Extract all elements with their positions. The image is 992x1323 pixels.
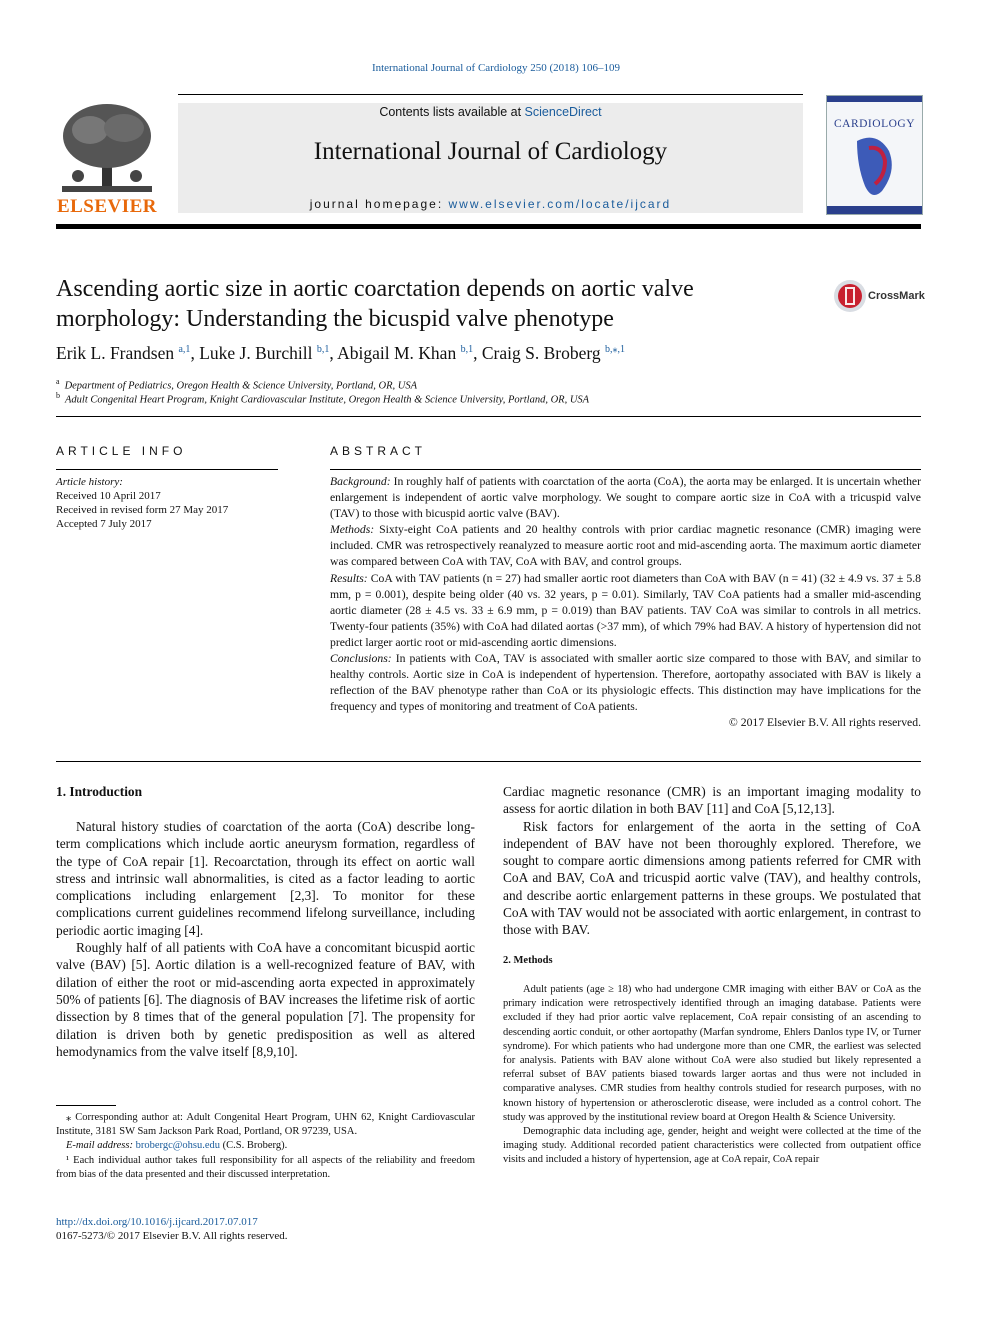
abstract-methods — [330, 522, 921, 570]
divider — [56, 469, 278, 470]
abstract-label: Conclusions: — [330, 652, 392, 666]
homepage-prefix: journal homepage: — [309, 197, 449, 211]
affiliation-marker: a — [56, 377, 60, 386]
affiliation-text: Department of Pediatrics, Oregon Health & Science University, Portland, OR, USA — [64, 380, 418, 392]
article-history — [56, 475, 278, 531]
abstract-label: Background: — [330, 475, 391, 488]
divider — [330, 469, 921, 470]
paragraph: Natural history studies of coarctation of the aorta (CoA) describe long-term complications which include aortic aneurysm formation, regardless of the type of CoA repair [1]. Recoarctation, through its effect on aortic wall stress and intrinsic wall abnormalities, is cited as a factor leading to aortic complications including enlargement [2,3]. To monitor for these complications current guidelines recommend lifelong surveillance, including periodic aortic imaging [4]. — [56, 819, 475, 938]
author-list — [56, 343, 625, 364]
divider — [56, 761, 921, 762]
history-date: Received 10 April 2017 — [56, 490, 161, 502]
article-title-line-1: Ascending aortic size in aortic coarctation depends on aortic valve — [56, 276, 694, 302]
author-name[interactable]: Craig S. Broberg — [481, 343, 601, 363]
author-name[interactable]: Luke J. Burchill — [199, 343, 313, 363]
email-link[interactable]: brobergc@ohsu.edu — [135, 1140, 221, 1152]
journal-cover-thumbnail[interactable] — [826, 95, 923, 215]
paragraph: Adult patients (age ≥ 18) who had undergone CMR imaging with either BAV or CoA as the primary indication were retrospectively identified through an imaging database. Patients were excluded if they had prior aortic valve replacement, CoA repair consisting of an ascending to descending aortic conduit, or other aortopathy (Marfan syndrome, Ehlers Danlos type IV, or Turner syndrome). For which patients who had undergone more than one CMR, the earliest was selected for analysis. Patients with BAV alone without CoA were also studied but likely represented a referral subset of BAV patients biased towards larger aortas and thus were not included in comparative analyses. CMR studies from healthy controls studied for research purposes, with no known history of hypertension or atherosclerotic disease, were included as a control cohort. The study was approved by the institutional review board at Oregon Health & Science University. — [503, 984, 921, 1123]
article-info-heading: ARTICLE INFO — [56, 444, 187, 458]
journal-reference[interactable]: International Journal of Cardiology 250 (2018) 106–109 — [371, 62, 621, 74]
footnotes — [56, 1111, 475, 1182]
abstract-heading: ABSTRACT — [330, 444, 427, 458]
abstract-conclusions — [330, 651, 921, 715]
journal-title: International Journal of Cardiology — [313, 138, 668, 165]
affiliation — [56, 391, 589, 406]
email-label: E-mail address: — [66, 1140, 136, 1152]
paragraph: Demographic data including age, gender, height and weight were collected at the time of the imaging study. Additional recorded patient characteristics were collected from outpatient office visits and included a history of hypertension, age at CoA repair, CoA repair — [503, 1126, 921, 1166]
section-heading-methods: 2. Methods — [503, 955, 553, 966]
header-thick-rule — [56, 224, 921, 229]
introduction-continued — [503, 783, 921, 939]
abstract-background — [330, 474, 921, 522]
affiliation-marker: b — [56, 391, 60, 400]
paragraph: Roughly half of all patients with CoA have a concomitant bicuspid aortic valve (BAV) [5]. Aortic dilation is a well-recognized feature of BAV, with dilation of either the root or mid-ascending aorta expected in approximately 50% of patients [6]. The diagnosis of BAV increases the lifetime risk of aortic dissection by 8 times that of the general population [7]. The propensity for dilation is driven both by genetic predisposition as well as altered hemodynamics from the valve itself [8,9,10]. — [56, 940, 475, 1059]
section-heading-introduction: 1. Introduction — [56, 784, 143, 799]
footnote-corresponding: ⁎ Corresponding author at: Adult Congenital Heart Program, UHN 62, Knight Cardiovascular Institute, 3181 SW Sam Jackson Park Road, Portland, OR 97239, USA. — [56, 1112, 475, 1138]
abstract-text: Sixty-eight CoA patients and 20 healthy controls with prior cardiac magnetic resonance (CMR) imaging were included. CMR was retrospectively reanalyzed to measure aortic root and mid-ascending aorta. The maximum aortic diameter was compared between CoA with TAV, CoA with BAV, and control groups. — [330, 523, 921, 569]
author-separator: , — [473, 343, 482, 363]
methods-body — [503, 983, 921, 1168]
author-affiliation-marker[interactable]: a,1 — [178, 344, 191, 356]
abstract-text: In roughly half of patients with coarctation of the aorta (CoA), the aorta may be enlarged. It is uncertain whether enlargement is independent of aortic valve morphology. We sought to compare aortic size in CoA with a tricuspid valve (TAV) to those with bicuspid aortic valve (BAV). — [330, 475, 922, 521]
history-date: Accepted 7 July 2017 — [56, 518, 152, 530]
contents-line — [178, 105, 803, 119]
doi-link[interactable]: http://dx.doi.org/10.1016/j.ijcard.2017.07.017 — [56, 1216, 258, 1228]
paragraph: Risk factors for enlargement of the aorta in the setting of CoA independent of BAV have not been thoroughly explored. Therefore, we sought to compare aortic dimensions among patients referred for CMR with CoA and BAV, CoA and tricuspid aortic valve (TAV), and healthy controls, and describe aortic enlargement patterns in these groups. We postulated that CoA with TAV would not be associated with aortic enlargement, in contrast to those with BAV. — [503, 818, 921, 938]
affiliation — [56, 377, 417, 392]
article-title-line-2: morphology: Understanding the bicuspid valve phenotype — [56, 306, 614, 332]
cover-title: CARDIOLOGY — [833, 118, 916, 130]
abstract-copyright: © 2017 Elsevier B.V. All rights reserved. — [728, 716, 921, 730]
footnote-email — [56, 1139, 475, 1153]
contents-prefix: Contents lists available at — [379, 105, 525, 119]
elsevier-wordmark: ELSEVIER — [56, 196, 158, 217]
email-suffix: (C.S. Broberg). — [220, 1140, 288, 1152]
author-affiliation-marker[interactable]: b,⁎,1 — [604, 344, 625, 356]
sciencedirect-link[interactable]: ScienceDirect — [524, 105, 602, 119]
paragraph: Cardiac magnetic resonance (CMR) is an important imaging modality to assess for aortic dilation in both BAV [11] and CoA [5,12,13]. — [503, 784, 921, 817]
author-name[interactable]: Erik L. Frandsen — [56, 343, 175, 363]
footnote-1: ¹ Each individual author takes full responsibility for all aspects of the reliability and freedom from bias of the data presented and their discussed interpretation. — [56, 1154, 475, 1180]
affiliation-text: Adult Congenital Heart Program, Knight Cardiovascular Institute, Oregon Health & Science University, Portland, OR, USA — [65, 394, 590, 406]
article-history-label: Article history: — [56, 476, 123, 488]
doi-block — [56, 1215, 288, 1243]
abstract-label: Results: — [330, 571, 368, 585]
abstract-text: In patients with CoA, TAV is associated with smaller aortic size compared to those with BAV, and similar to healthy controls. Aortic size in CoA is independent of hypertension. Therefore, aortopathy associated with BAV is likely a reflection of the BAV phenotype rather than CoA or its physiologic effects. This distinction may have implications for the frequency and types of monitoring and treatment of CoA patients. — [330, 652, 921, 714]
abstract-label: Methods: — [330, 523, 375, 537]
author-name[interactable]: Abigail M. Khan — [337, 343, 457, 363]
abstract-body — [330, 474, 921, 732]
article-title — [56, 274, 756, 334]
introduction-body — [56, 818, 475, 1060]
footnote-rule — [56, 1105, 116, 1106]
issn-line: 0167-5273/© 2017 Elsevier B.V. All rights reserved. — [56, 1230, 288, 1242]
crossmark-label[interactable]: CrossMark — [868, 290, 925, 302]
author-separator: , — [329, 343, 338, 363]
abstract-text: CoA with TAV patients (n = 27) had smaller aortic root diameters than CoA with BAV (n = 41) (32 ± 4.9 vs. 37 ± 5.8 mm, p = 0.001), despite being older (40 vs. 32 years, p = 0.01). Similarly, TAV CoA patients had a smaller mid-ascending aortic diameter (28 ± 4.5 vs. 33 ± 6.9 mm, p = 0.019) than BAV patients. TAV CoA was similar to controls in all metrics. Twenty-four patients (35%) with CoA had dilated aortas (>37 mm), of which 79% had BAV. A history of hypertension did not predict larger aortic root or mid-ascending aortic dimensions. — [330, 571, 922, 649]
journal-homepage — [178, 197, 803, 211]
author-separator: , — [190, 343, 200, 363]
abstract-results — [330, 571, 921, 651]
author-affiliation-marker[interactable]: b,1 — [316, 344, 330, 356]
homepage-link[interactable]: www.elsevier.com/locate/ijcard — [448, 197, 672, 211]
history-date: Received in revised form 27 May 2017 — [56, 504, 229, 516]
divider — [56, 416, 921, 417]
author-affiliation-marker[interactable]: b,1 — [460, 344, 474, 356]
header-top-rule — [178, 94, 803, 95]
